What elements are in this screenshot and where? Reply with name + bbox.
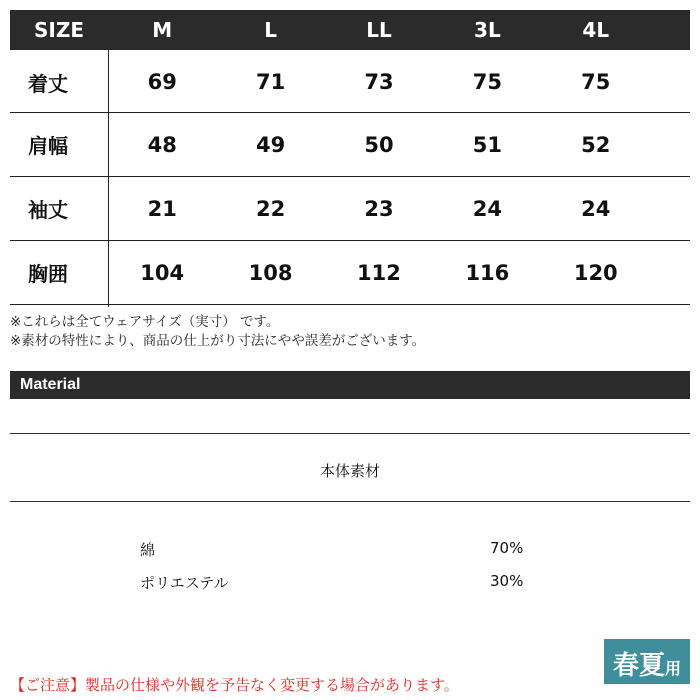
table-cell: 116 xyxy=(465,260,510,285)
table-cell: 52 xyxy=(581,132,611,157)
material-percent: 30% xyxy=(490,572,524,590)
table-cell: 50 xyxy=(364,132,394,157)
table-cell: 23 xyxy=(364,196,394,221)
table-cell: 112 xyxy=(357,260,401,285)
size-table xyxy=(10,10,690,305)
size-row-shoulder xyxy=(10,113,690,177)
table-cell: 49 xyxy=(255,132,286,157)
table-cell: 75 xyxy=(581,70,611,94)
row-label: 胸囲 xyxy=(28,262,68,286)
note-actual-size: ※これらは全てウェアサイズ（実寸） です。 xyxy=(10,314,280,330)
material-section-title: 本体素材 xyxy=(319,462,380,480)
size-header-l: L xyxy=(264,18,277,42)
season-badge-suffix: 用 xyxy=(665,659,682,678)
row-label: 着丈 xyxy=(28,71,68,96)
material-name: ポリエステル xyxy=(140,574,229,592)
material-item-cotton xyxy=(140,539,540,560)
caution-notice: 【ご注意】製品の仕様や外観を予告なく変更する場合があります。 xyxy=(10,676,459,694)
size-header-3l: 3L xyxy=(474,18,501,42)
table-cell: 22 xyxy=(255,196,286,221)
row-label: 肩幅 xyxy=(28,134,68,158)
table-cell: 75 xyxy=(472,70,502,94)
table-cell: 71 xyxy=(255,70,286,94)
divider xyxy=(10,433,690,434)
size-header-m: M xyxy=(152,18,173,42)
table-cell: 120 xyxy=(573,260,618,285)
material-item-polyester xyxy=(140,572,540,593)
table-cell: 51 xyxy=(472,132,502,157)
size-row-chest xyxy=(10,241,690,305)
season-badge xyxy=(604,639,690,684)
size-header-ll: LL xyxy=(366,18,392,42)
material-name: 綿 xyxy=(140,541,156,559)
label-column-divider xyxy=(108,50,109,307)
size-header-label: SIZE xyxy=(33,18,84,42)
table-cell: 69 xyxy=(147,70,177,94)
table-cell: 24 xyxy=(581,196,611,221)
size-header-4l: 4L xyxy=(582,18,610,42)
table-cell: 48 xyxy=(147,132,177,157)
table-cell: 108 xyxy=(248,260,293,285)
table-cell: 21 xyxy=(147,196,177,221)
table-cell: 73 xyxy=(364,70,394,94)
material-heading: Material xyxy=(10,371,690,399)
divider xyxy=(10,501,690,502)
season-badge-main: 春夏 xyxy=(612,651,665,681)
note-tolerance: ※素材の特性により、商品の仕上がり寸法にやや誤差がございます。 xyxy=(10,333,426,349)
size-table-header xyxy=(10,10,690,50)
size-row-sleeve xyxy=(10,177,690,241)
row-label: 袖丈 xyxy=(28,198,68,222)
table-cell: 104 xyxy=(140,260,185,285)
size-row-length xyxy=(10,50,690,113)
size-notes xyxy=(10,313,425,351)
material-percent: 70% xyxy=(490,539,524,557)
table-cell: 24 xyxy=(472,196,502,221)
